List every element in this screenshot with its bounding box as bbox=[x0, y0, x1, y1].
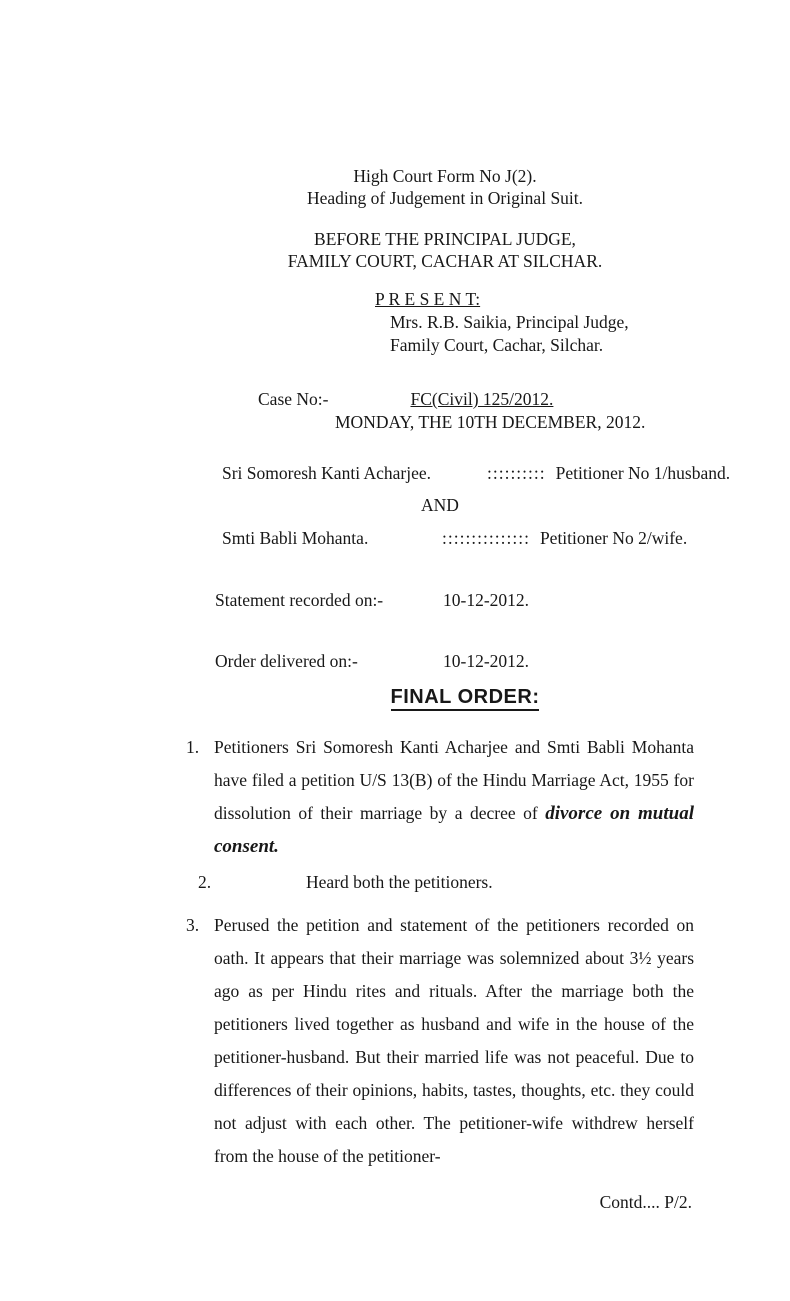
statement-recorded-row bbox=[215, 589, 790, 611]
paragraph-1-number: 1. bbox=[186, 737, 200, 757]
petitioner1-separator: :::::::::: bbox=[487, 463, 546, 483]
present-block bbox=[375, 288, 790, 357]
form-title-line1: High Court Form No J(2). bbox=[353, 166, 537, 186]
petitioner1-role: Petitioner No 1/husband. bbox=[555, 463, 731, 483]
case-date-line: MONDAY, THE 10TH DECEMBER, 2012. bbox=[335, 412, 646, 432]
court-name-line1: BEFORE THE PRINCIPAL JUDGE, bbox=[314, 229, 576, 249]
present-label: P R E S E N T: bbox=[375, 289, 481, 309]
petitioner2-role: Petitioner No 2/wife. bbox=[539, 528, 688, 548]
case-number-line bbox=[258, 388, 790, 411]
case-no-label: Case No:- bbox=[258, 389, 329, 409]
order-paragraph-1 bbox=[186, 731, 694, 863]
petitioner1-row bbox=[222, 462, 790, 484]
paragraph-2-number: 2. bbox=[198, 872, 212, 892]
continued-footer: Contd.... P/2. bbox=[599, 1192, 692, 1212]
court-header bbox=[0, 228, 790, 272]
form-title-line2: Heading of Judgement in Original Suit. bbox=[306, 188, 584, 208]
order-delivered-date: 10-12-2012. bbox=[443, 651, 530, 671]
court-name-line2: FAMILY COURT, CACHAR AT SILCHAR. bbox=[287, 251, 603, 271]
judge-name: Mrs. R.B. Saikia, Principal Judge, bbox=[390, 312, 629, 332]
judge-court: Family Court, Cachar, Silchar. bbox=[390, 335, 604, 355]
order-delivered-label: Order delivered on:- bbox=[215, 651, 358, 671]
case-block bbox=[0, 388, 790, 434]
final-order-heading-text: FINAL ORDER: bbox=[391, 686, 540, 711]
paragraph-2-text: Heard both the petitioners. bbox=[306, 872, 493, 892]
order-paragraph-3 bbox=[186, 909, 694, 1173]
order-body bbox=[186, 731, 694, 1173]
form-header bbox=[0, 165, 790, 209]
and-label: AND bbox=[421, 495, 459, 515]
statement-recorded-label: Statement recorded on:- bbox=[215, 590, 384, 610]
statement-recorded-date: 10-12-2012. bbox=[443, 590, 530, 610]
petitioner2-name: Smti Babli Mohanta. bbox=[222, 528, 369, 548]
order-delivered-row bbox=[215, 650, 790, 672]
petitioner2-row bbox=[222, 527, 790, 549]
case-number: FC(Civil) 125/2012. bbox=[410, 389, 554, 409]
petitioner1-name: Sri Somoresh Kanti Acharjee. bbox=[222, 463, 431, 483]
final-order-heading bbox=[211, 686, 719, 709]
paragraph-1-emphasis: divorce on mutual consent. bbox=[214, 803, 694, 857]
petitioner2-separator: ::::::::::::::: bbox=[442, 528, 530, 548]
order-paragraph-2 bbox=[186, 866, 694, 899]
paragraph-1-text: Petitioners Sri Somoresh Kanti Acharjee and Smti Babli Mohanta have filed a petition U/S 13(B) of the Hindu Marriage Act, 1955 for dissolution of their marriage by a decree of bbox=[214, 737, 694, 823]
paragraph-3-number: 3. bbox=[186, 915, 200, 935]
parties-block bbox=[0, 462, 790, 549]
paragraph-3-text: Perused the petition and statement of the petitioners recorded on oath. It appears that their marriage was solemnized about 3½ years ago as per Hindu rites and rituals. After the marriage both the petitioners lived together as husband and wife in the house of the petitioner-husband. But their married life was not peaceful. Due to differences of their opinions, habits, tastes, thoughts, etc. they could not adjust with each other. The petitioner-wife withdrew herself from the house of the petitioner- bbox=[214, 915, 694, 1166]
